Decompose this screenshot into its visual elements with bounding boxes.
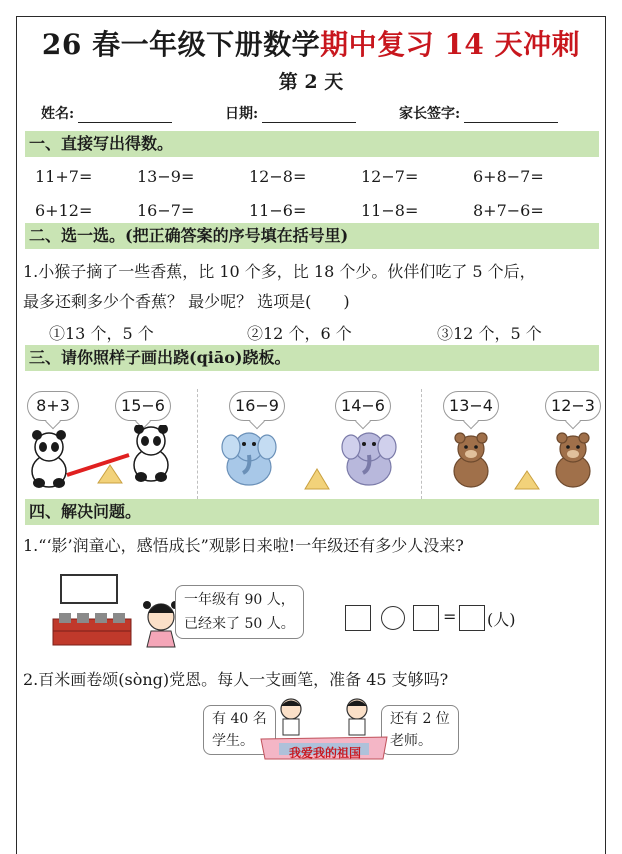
panda-icon <box>32 430 66 488</box>
question-text: 1.小猴子摘了一些香蕉，比 10 个多，比 18 个少。伙伴们吃了 5 个后， <box>23 262 536 281</box>
operator-circle[interactable] <box>381 606 405 630</box>
calc-item: 8+7−6= <box>473 201 544 220</box>
calc-item: 12−7= <box>361 167 419 186</box>
date-label: 日期: <box>225 106 259 122</box>
desks-icon <box>53 613 131 645</box>
option-1: ①13 个，5 个 <box>49 324 154 343</box>
calc-item: 11−6= <box>249 201 307 220</box>
banner-text: 我爱我的祖国 <box>289 746 362 760</box>
calc-item: 6+8−7= <box>473 167 544 186</box>
worksheet-page <box>16 16 606 854</box>
expression-bubble: 14−6 <box>335 391 391 421</box>
panda-seesaw-illustration <box>23 425 193 495</box>
question-text: 最多还剩多少个香蕉？ 最少呢？ 选项是( ) <box>23 292 350 311</box>
speech-bubble <box>381 705 459 755</box>
calc-item: 16−7= <box>137 201 195 220</box>
speech-line: 学生。 <box>212 733 254 749</box>
name-blank[interactable] <box>78 107 172 123</box>
seesaw-board <box>67 455 129 475</box>
fulcrum-triangle <box>305 469 329 489</box>
calc-item: 13−9= <box>137 167 195 186</box>
calc-item: 12−8= <box>249 167 307 186</box>
calc-item: 11+7= <box>35 167 93 186</box>
equals-sign: = <box>443 607 457 626</box>
speech-line: 还有 2 位 <box>390 711 450 727</box>
parent-sign-label: 家长签字: <box>399 106 461 122</box>
child-icon <box>281 699 301 735</box>
group-divider <box>197 389 198 499</box>
calc-item: 6+12= <box>35 201 93 220</box>
answer-box[interactable] <box>345 605 371 631</box>
parent-sign-field[interactable] <box>399 103 558 123</box>
speech-bubble <box>175 585 304 639</box>
calc-item: 11−8= <box>361 201 419 220</box>
bear-icon <box>556 433 590 487</box>
section-3-heading: 三、请你照样子画出跷(qiāo)跷板。 <box>25 345 599 371</box>
expression-bubble: 12−3 <box>545 391 601 421</box>
speech-line: 有 40 名 <box>212 711 267 727</box>
page-title <box>17 23 605 63</box>
expression-bubble: 13−4 <box>443 391 499 421</box>
option-3: ③12 个，5 个 <box>437 324 542 343</box>
elephant-illustration <box>217 427 407 493</box>
question-2-text: 2.百米画卷颂(sòng)党恩。每人一支画笔，准备 45 支够吗? <box>23 670 449 689</box>
bear-illustration <box>449 429 605 493</box>
group-divider <box>421 389 422 499</box>
date-blank[interactable] <box>262 107 356 123</box>
expression-bubble: 8+3 <box>27 391 79 421</box>
date-field[interactable] <box>225 103 356 123</box>
answer-box[interactable] <box>459 605 485 631</box>
option-2: ②12 个，6 个 <box>247 324 352 343</box>
section-2-heading: 二、选一选。(把正确答案的序号填在括号里) <box>25 223 599 249</box>
expression-bubble: 16−9 <box>229 391 285 421</box>
elephant-icon <box>222 433 276 485</box>
panda-icon <box>134 425 168 482</box>
answer-box[interactable] <box>413 605 439 631</box>
day-label: 第 2 天 <box>278 71 344 93</box>
expression-bubble: 15−6 <box>115 391 171 421</box>
unit-label: (人) <box>487 610 516 629</box>
name-label: 姓名: <box>41 106 75 122</box>
question-1-text: 1.“‘影’润童心，感悟成长”观影日来啦!一年级还有多少人没来? <box>23 536 464 555</box>
speech-line: 老师。 <box>390 733 432 749</box>
section-1-heading: 一、直接写出得数。 <box>25 131 599 157</box>
section-4-heading: 四、解决问题。 <box>25 499 599 525</box>
child-icon <box>347 699 367 735</box>
title-part-2: 期中复习 14 天冲刺 <box>320 28 581 61</box>
fulcrum-triangle <box>98 465 122 483</box>
girl-icon <box>143 601 179 647</box>
bear-icon <box>454 433 488 487</box>
elephant-icon <box>342 433 396 485</box>
title-part-1: 26 春一年级下册数学 <box>41 28 321 61</box>
speech-line: 一年级有 90 人， <box>184 592 295 608</box>
name-field[interactable] <box>41 103 172 123</box>
fulcrum-triangle <box>515 471 539 489</box>
speech-line: 已经来了 50 人。 <box>184 616 295 632</box>
blackboard-icon <box>61 575 117 603</box>
parent-sign-blank[interactable] <box>464 107 558 123</box>
